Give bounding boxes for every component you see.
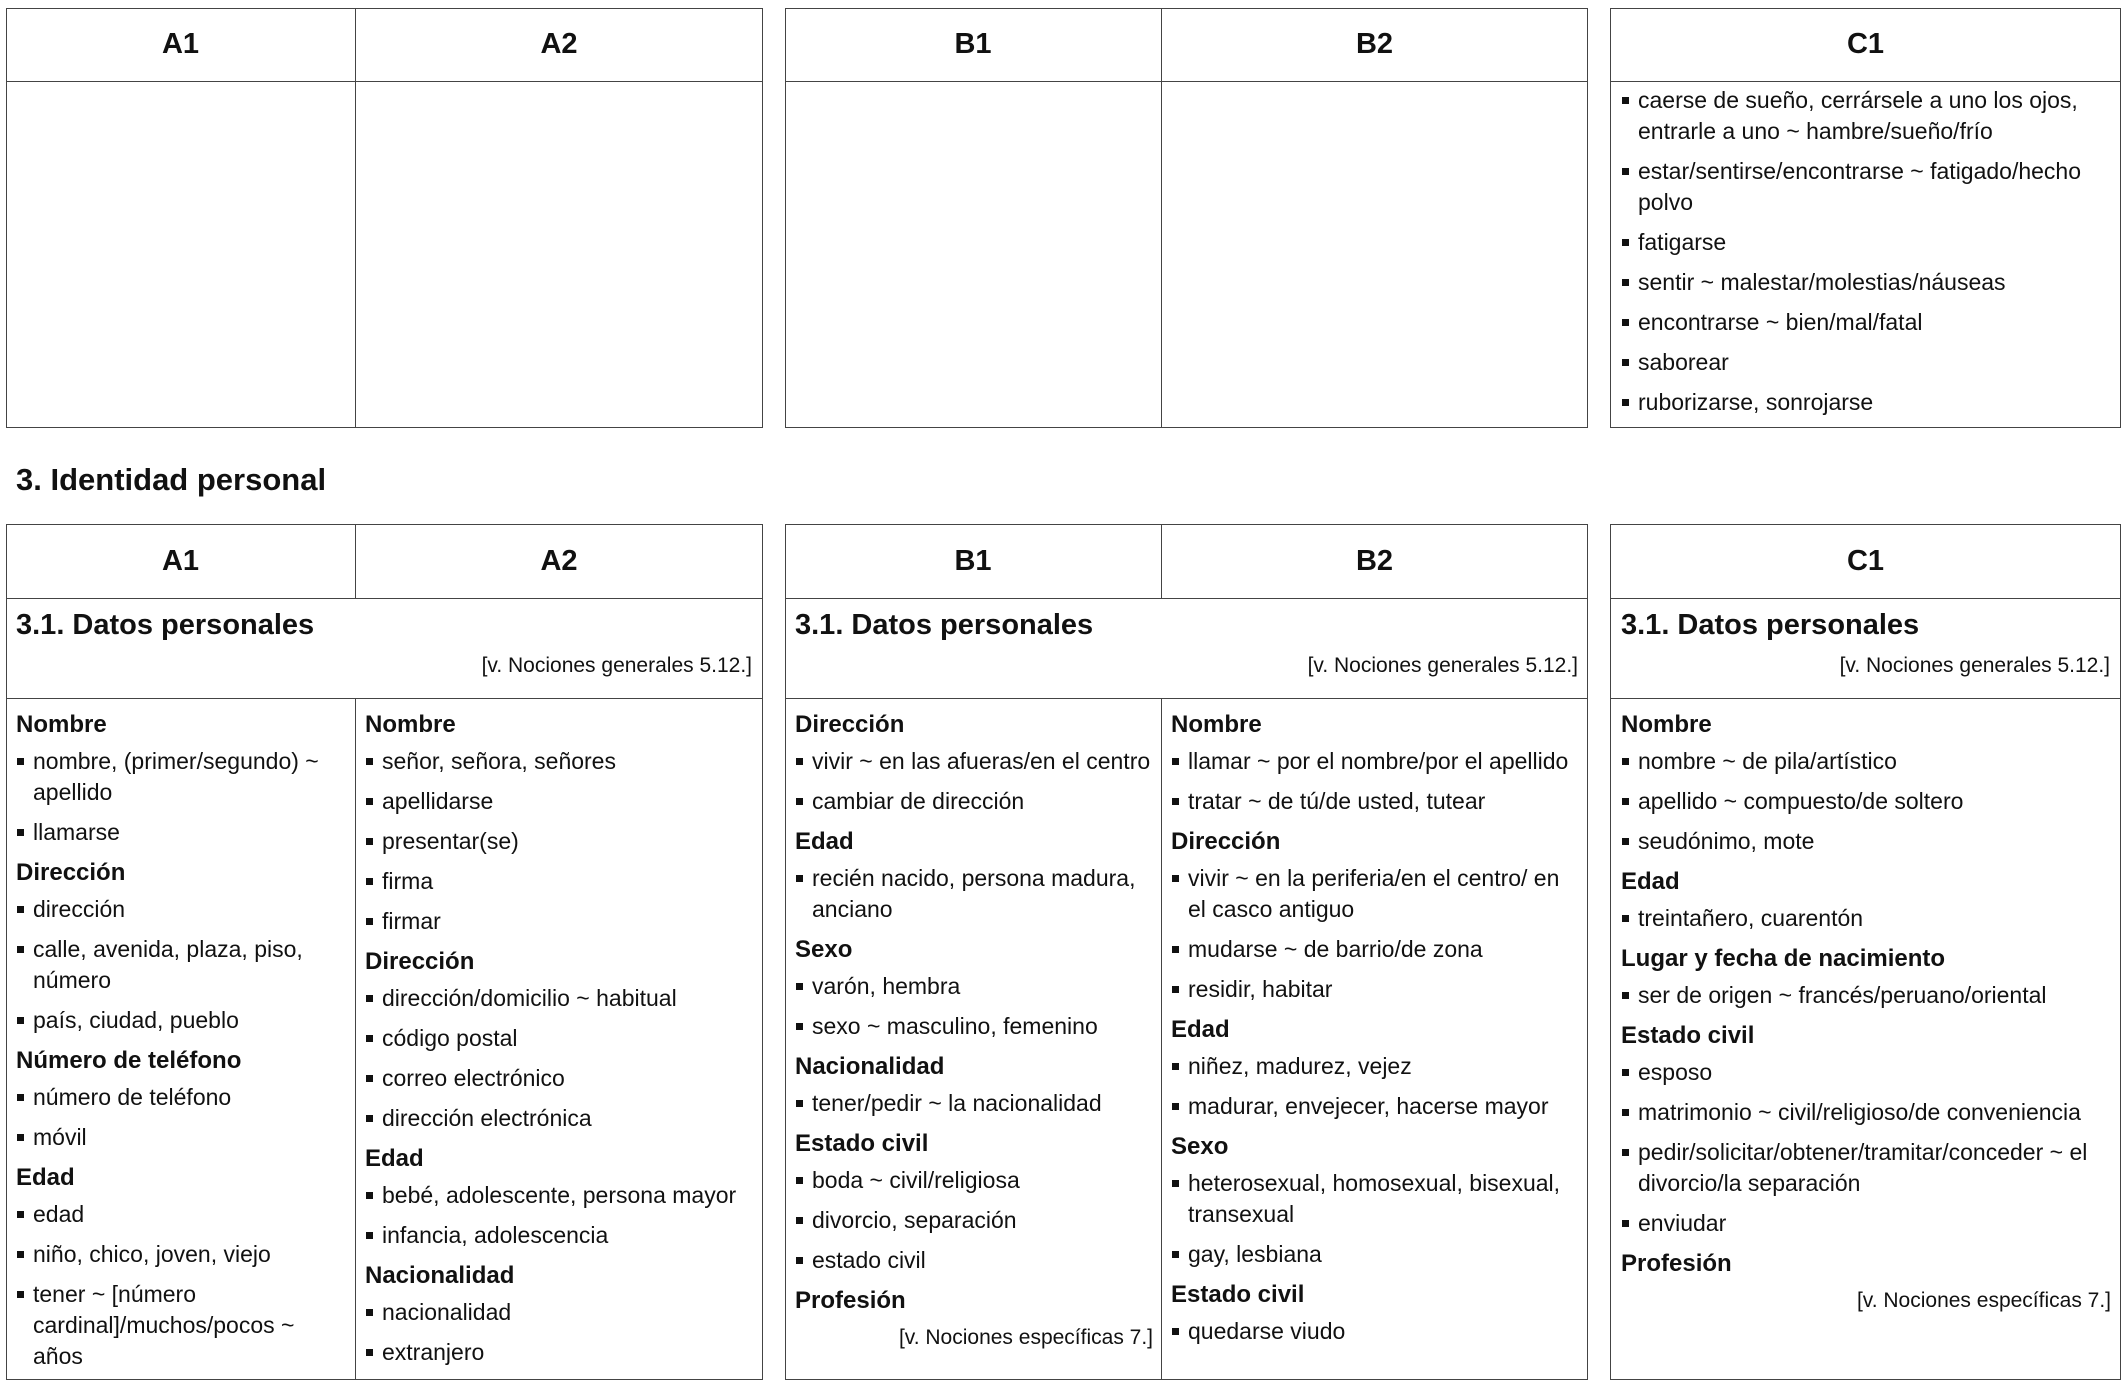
- bullet-icon: [1172, 1103, 1179, 1110]
- b2-column: [1171, 706, 1579, 1356]
- bullet-icon: [1172, 798, 1179, 805]
- category-heading: Nombre: [1621, 711, 1712, 738]
- list-item: móvil: [16, 1122, 346, 1153]
- bottom-b-col-divider-body: [1161, 698, 1162, 1380]
- category-heading: Profesión: [1621, 1250, 1732, 1277]
- list-item: presentar(se): [365, 826, 755, 857]
- list-item: boda ~ civil/religiosa: [795, 1165, 1153, 1196]
- top-header-a2: A2: [540, 28, 578, 60]
- bullet-icon: [17, 1211, 24, 1218]
- bullet-icon: [17, 946, 24, 953]
- list-item: infancia, adolescencia: [365, 1220, 755, 1251]
- category-heading: Nacionalidad: [365, 1262, 515, 1289]
- bullet-icon: [1622, 97, 1629, 104]
- list-item: nombre ~ de pila/artístico: [1621, 746, 2111, 777]
- category-heading: Número de teléfono: [16, 1047, 242, 1074]
- list-item: tener ~ [número cardinal]/muchos/pocos ~ años: [16, 1279, 346, 1372]
- list-item: sexo ~ masculino, femenino: [795, 1011, 1153, 1042]
- bullet-icon: [17, 829, 24, 836]
- top-b-header-divider: [785, 81, 1588, 82]
- bullet-icon: [366, 798, 373, 805]
- bullet-icon: [796, 758, 803, 765]
- list-item: dirección: [16, 894, 346, 925]
- bullet-icon: [796, 983, 803, 990]
- bullet-icon: [1622, 798, 1629, 805]
- category-heading: Edad: [365, 1145, 424, 1172]
- bullet-icon: [1622, 1109, 1629, 1116]
- list-item: estado civil: [795, 1245, 1153, 1276]
- bullet-icon: [1622, 1149, 1629, 1156]
- list-item: ser de origen ~ francés/peruano/oriental: [1621, 980, 2111, 1011]
- bullet-icon: [1622, 1069, 1629, 1076]
- bottom-a-subsection-divider: [6, 698, 763, 699]
- bottom-header-b2: B2: [1355, 544, 1394, 577]
- bullet-icon: [796, 1100, 803, 1107]
- list-item: residir, habitar: [1171, 974, 1579, 1005]
- category-heading: Nombre: [16, 711, 107, 738]
- list-item: madurar, envejecer, hacerse mayor: [1171, 1091, 1579, 1122]
- category-heading: Nombre: [1171, 711, 1262, 738]
- bullet-icon: [366, 1035, 373, 1042]
- top-a-header-divider: [6, 81, 763, 82]
- bullet-icon: [366, 1232, 373, 1239]
- bullet-icon: [366, 1349, 373, 1356]
- bullet-icon: [1622, 319, 1629, 326]
- subsection-title-a: 3.1. Datos personales: [16, 609, 315, 641]
- list-item: señor, señora, señores: [365, 746, 755, 777]
- bullet-icon: [366, 1309, 373, 1316]
- list-item: recién nacido, persona madura, anciano: [795, 863, 1153, 925]
- bullet-icon: [1172, 1180, 1179, 1187]
- list-item: cambiar de dirección: [795, 786, 1153, 817]
- list-item: tratar ~ de tú/de usted, tutear: [1171, 786, 1579, 817]
- bullet-icon: [1622, 279, 1629, 286]
- b1-column: [795, 706, 1153, 1353]
- bullet-icon: [1172, 1251, 1179, 1258]
- list-item: fatigarse: [1621, 227, 2101, 258]
- bullet-icon: [1172, 758, 1179, 765]
- category-heading: Nacionalidad: [795, 1053, 945, 1080]
- bullet-icon: [1622, 399, 1629, 406]
- bullet-icon: [1172, 946, 1179, 953]
- list-item: tener/pedir ~ la nacionalidad: [795, 1088, 1153, 1119]
- bullet-icon: [366, 1075, 373, 1082]
- list-item: código postal: [365, 1023, 755, 1054]
- category-heading: Dirección: [1171, 828, 1281, 855]
- list-item: divorcio, separación: [795, 1205, 1153, 1236]
- c1-column: [1621, 706, 2111, 1316]
- list-item: firmar: [365, 906, 755, 937]
- category-heading: Estado civil: [795, 1130, 929, 1157]
- bottom-a-header-divider: [6, 598, 763, 599]
- list-item: bebé, adolescente, persona mayor: [365, 1180, 755, 1211]
- list-item: llamar ~ por el nombre/por el apellido: [1171, 746, 1579, 777]
- category-heading: Sexo: [795, 936, 853, 963]
- list-item: quedarse viudo: [1171, 1316, 1579, 1347]
- section-title: 3. Identidad personal: [16, 462, 327, 497]
- subsection-title-c: 3.1. Datos personales: [1621, 609, 1920, 641]
- bullet-icon: [366, 878, 373, 885]
- list-item: heterosexual, homosexual, bisexual, transexual: [1171, 1168, 1579, 1230]
- bullet-icon: [1622, 838, 1629, 845]
- bullet-icon: [796, 798, 803, 805]
- list-item: dirección/domicilio ~ habitual: [365, 983, 755, 1014]
- list-item: pedir/solicitar/obtener/tramitar/conceder ~ el divorcio/la separación: [1621, 1137, 2111, 1199]
- bullet-icon: [1172, 1063, 1179, 1070]
- bullet-icon: [1622, 992, 1629, 999]
- bullet-icon: [17, 1017, 24, 1024]
- list-item: calle, avenida, plaza, piso, número: [16, 934, 346, 996]
- list-item: dirección electrónica: [365, 1103, 755, 1134]
- list-item: varón, hembra: [795, 971, 1153, 1002]
- bullet-icon: [1622, 239, 1629, 246]
- bullet-icon: [796, 1023, 803, 1030]
- category-heading: Edad: [1621, 868, 1680, 895]
- category-heading: Dirección: [795, 711, 905, 738]
- list-item: extranjero: [365, 1337, 755, 1368]
- list-item: correo electrónico: [365, 1063, 755, 1094]
- cross-reference: [v. Nociones específicas 7.]: [898, 1326, 1153, 1349]
- list-item: matrimonio ~ civil/religioso/de conveniencia: [1621, 1097, 2111, 1128]
- bullet-icon: [366, 918, 373, 925]
- cross-reference: [v. Nociones específicas 7.]: [1856, 1289, 2111, 1312]
- list-item: edad: [16, 1199, 346, 1230]
- list-item: firma: [365, 866, 755, 897]
- category-heading: Sexo: [1171, 1133, 1229, 1160]
- list-item: ruborizarse, sonrojarse: [1621, 387, 2101, 418]
- bottom-header-a2: A2: [540, 544, 578, 577]
- list-item: niño, chico, joven, viejo: [16, 1239, 346, 1270]
- bottom-b-header-divider: [785, 598, 1588, 599]
- bottom-header-a1: A1: [161, 544, 200, 577]
- category-heading: Dirección: [365, 948, 475, 975]
- bullet-icon: [796, 1257, 803, 1264]
- list-item: encontrarse ~ bien/mal/fatal: [1621, 307, 2101, 338]
- bullet-icon: [1172, 1328, 1179, 1335]
- subsection-ref-a: [v. Nociones generales 5.12.]: [481, 654, 752, 677]
- top-c-header-divider: [1610, 81, 2121, 82]
- bottom-header-b1: B1: [954, 544, 992, 577]
- bullet-icon: [1622, 758, 1629, 765]
- bottom-a-col-divider-body: [355, 698, 356, 1380]
- subsection-ref-b: [v. Nociones generales 5.12.]: [1307, 654, 1578, 677]
- bullet-icon: [366, 838, 373, 845]
- top-header-b2: B2: [1355, 28, 1394, 60]
- bottom-c-header-divider: [1610, 598, 2121, 599]
- category-heading: Profesión: [795, 1287, 906, 1314]
- list-item: saborear: [1621, 347, 2101, 378]
- bullet-icon: [796, 1217, 803, 1224]
- list-item: enviudar: [1621, 1208, 2111, 1239]
- list-item: nacionalidad: [365, 1297, 755, 1328]
- category-heading: Estado civil: [1171, 1281, 1305, 1308]
- a1-column: [16, 706, 346, 1381]
- list-item: llamarse: [16, 817, 346, 848]
- bullet-icon: [366, 1115, 373, 1122]
- list-item: apellidarse: [365, 786, 755, 817]
- category-heading: Nombre: [365, 711, 456, 738]
- top-header-b1: B1: [954, 28, 992, 60]
- bullet-icon: [17, 1251, 24, 1258]
- bullet-icon: [17, 758, 24, 765]
- bullet-icon: [796, 875, 803, 882]
- bullet-icon: [1172, 986, 1179, 993]
- list-item: sentir ~ malestar/molestias/náuseas: [1621, 267, 2101, 298]
- list-item: número de teléfono: [16, 1082, 346, 1113]
- category-heading: Estado civil: [1621, 1022, 1755, 1049]
- list-item: vivir ~ en las afueras/en el centro: [795, 746, 1153, 777]
- list-item: seudónimo, mote: [1621, 826, 2111, 857]
- bullet-icon: [17, 1094, 24, 1101]
- category-heading: Lugar y fecha de nacimiento: [1621, 945, 1946, 972]
- category-heading: Dirección: [16, 859, 126, 886]
- category-heading: Edad: [1171, 1016, 1230, 1043]
- bullet-icon: [366, 995, 373, 1002]
- bullet-icon: [17, 906, 24, 913]
- bullet-icon: [1172, 875, 1179, 882]
- bullet-icon: [1622, 359, 1629, 366]
- category-heading: Edad: [795, 828, 854, 855]
- subsection-title-b: 3.1. Datos personales: [795, 609, 1094, 641]
- bullet-icon: [796, 1177, 803, 1184]
- bullet-icon: [366, 758, 373, 765]
- list-item: esposo: [1621, 1057, 2111, 1088]
- list-item: apellido ~ compuesto/de soltero: [1621, 786, 2111, 817]
- bullet-icon: [17, 1291, 24, 1298]
- list-item: mudarse ~ de barrio/de zona: [1171, 934, 1579, 965]
- bullet-icon: [366, 1192, 373, 1199]
- a2-column: [365, 706, 755, 1377]
- list-item: vivir ~ en la periferia/en el centro/ en el casco antiguo: [1171, 863, 1579, 925]
- bullet-icon: [17, 1134, 24, 1141]
- bullet-icon: [1622, 915, 1629, 922]
- top-header-a1: A1: [161, 28, 200, 60]
- category-heading: Edad: [16, 1164, 75, 1191]
- bullet-icon: [1622, 1220, 1629, 1227]
- top-header-c1: C1: [1846, 28, 1885, 60]
- bottom-header-c1: C1: [1846, 544, 1885, 577]
- bullet-icon: [1622, 168, 1629, 175]
- list-item: estar/sentirse/encontrarse ~ fatigado/hecho polvo: [1621, 156, 2101, 218]
- list-item: gay, lesbiana: [1171, 1239, 1579, 1270]
- list-item: caerse de sueño, cerrársele a uno los ojos, entrarle a uno ~ hambre/sueño/frío: [1621, 85, 2101, 147]
- list-item: treintañero, cuarentón: [1621, 903, 2111, 934]
- list-item: nombre, (primer/segundo) ~ apellido: [16, 746, 346, 808]
- list-item: niñez, madurez, vejez: [1171, 1051, 1579, 1082]
- subsection-ref-c: [v. Nociones generales 5.12.]: [1839, 654, 2110, 677]
- list-item: país, ciudad, pueblo: [16, 1005, 346, 1036]
- top-c1-content: [1621, 85, 2101, 427]
- bottom-b-subsection-divider: [785, 698, 1588, 699]
- bottom-c-subsection-divider: [1610, 698, 2121, 699]
